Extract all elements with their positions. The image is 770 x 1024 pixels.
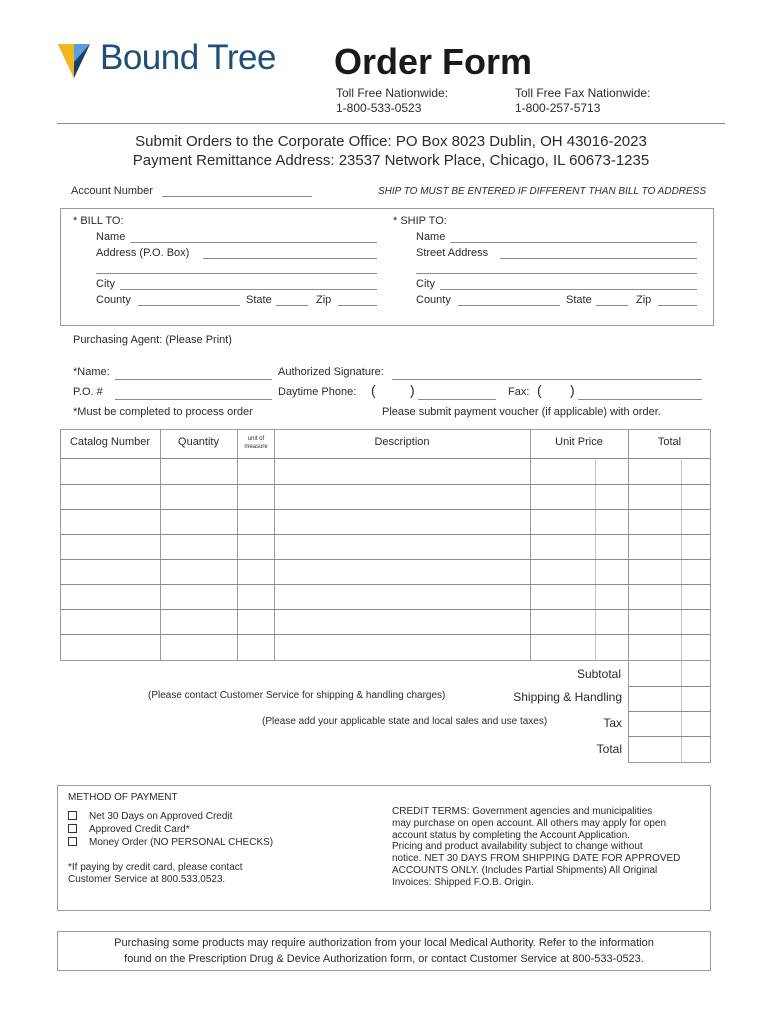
toll-free-label: Toll Free Nationwide:	[336, 86, 449, 100]
ship-to-county-label: County	[416, 294, 451, 306]
payment-option-label: Net 30 Days on Approved Credit	[89, 811, 233, 822]
agent-name-label: *Name:	[73, 366, 110, 378]
remittance-address: Payment Remittance Address: 23537 Network Place, Chicago, IL 60673-1235	[132, 152, 650, 169]
fax-number: 1-800-257-5713	[515, 101, 601, 115]
credit-terms-line: CREDIT TERMS: Government agencies and municipalities	[392, 806, 653, 817]
bill-to-name-label: Name	[96, 231, 126, 243]
po-label: P.O. #	[73, 386, 103, 398]
credit-terms	[392, 806, 680, 889]
shipping-note: (Please contact Customer Service for shipping & handling charges)	[148, 690, 446, 701]
bill-to-city-field[interactable]	[120, 289, 377, 290]
ship-to-state-field[interactable]	[596, 305, 628, 306]
account-number-field[interactable]	[162, 196, 312, 197]
ship-to-zip-field[interactable]	[658, 305, 697, 306]
ship-to-address-field[interactable]	[500, 258, 697, 259]
ship-to-city-field[interactable]	[440, 289, 697, 290]
credit-terms-line: Pricing and product availability subject to change without	[392, 841, 643, 853]
tax-label: Tax	[603, 716, 622, 730]
ship-to-address-label: Street Address	[416, 247, 489, 259]
col-header-total: Total	[657, 436, 682, 448]
table-col-divider	[628, 429, 629, 661]
account-number-label: Account Number	[71, 185, 153, 197]
toll-free-number: 1-800-533-0523	[336, 101, 422, 115]
ship-to-note: SHIP TO MUST BE ENTERED IF DIFFERENT THAN BILL TO ADDRESS	[378, 186, 707, 197]
col-header-catalog: Catalog Number	[69, 436, 151, 448]
order-table	[60, 429, 711, 661]
daytime-phone-field[interactable]	[418, 399, 496, 400]
bill-to-address-label: Address (P.O. Box)	[96, 247, 190, 259]
bill-to-zip-label: Zip	[316, 294, 332, 306]
table-col-divider	[237, 429, 238, 661]
credit-terms-line: notice. NET 30 DAYS FROM SHIPPING DATE FOR APPROVED	[392, 853, 681, 865]
footer-notice-line2: found on the Prescription Drug & Device Authorization form, or contact Customer Service at 800-533-0523.	[124, 953, 644, 965]
table-row[interactable]	[60, 484, 711, 485]
tax-field[interactable]	[628, 736, 711, 737]
table-row[interactable]	[60, 634, 711, 635]
bill-to-city-label: City	[96, 278, 115, 290]
ship-to-heading: * SHIP TO:	[393, 215, 447, 227]
phone-paren-open: (	[371, 382, 376, 398]
voucher-note: Please submit payment voucher (if applicable) with order.	[382, 406, 661, 418]
agent-name-field[interactable]	[115, 379, 272, 380]
table-col-divider	[530, 429, 531, 661]
authorized-signature-label: Authorized Signature:	[278, 366, 384, 378]
bill-to-state-field[interactable]	[276, 305, 308, 306]
logo	[56, 38, 286, 84]
payment-option-label: Approved Credit Card*	[89, 824, 190, 835]
col-header-unit-price: Unit Price	[555, 436, 603, 448]
authorized-signature-field[interactable]	[392, 379, 702, 380]
fax-field[interactable]	[578, 399, 702, 400]
ship-to-name-field[interactable]	[450, 242, 697, 243]
ship-to-address-line2-field[interactable]	[416, 273, 697, 274]
table-row[interactable]	[60, 609, 711, 610]
table-row[interactable]	[60, 584, 711, 585]
payment-option-net30[interactable]	[68, 811, 232, 822]
fax-field-label: Fax:	[508, 386, 530, 398]
ship-to-county-field[interactable]	[458, 305, 560, 306]
checkbox-icon[interactable]	[68, 811, 77, 820]
subtotal-label: Subtotal	[576, 667, 621, 681]
fax-paren-close: )	[570, 382, 575, 398]
daytime-phone-label: Daytime Phone:	[278, 386, 357, 398]
phone-paren-close: )	[410, 382, 415, 398]
credit-terms-line: ACCOUNTS ONLY. (Includes Partial Shipments) All Original	[392, 864, 658, 876]
bill-to-state-label: State	[246, 294, 272, 306]
address-box	[60, 208, 714, 326]
logo-mark-icon	[56, 42, 92, 80]
ship-to-zip-label: Zip	[636, 294, 652, 306]
header-divider	[57, 123, 725, 124]
checkbox-icon[interactable]	[68, 824, 77, 833]
bill-to-address-line2-field[interactable]	[96, 273, 377, 274]
tax-note: (Please add your applicable state and local sales and use taxes)	[262, 716, 548, 727]
table-header-divider	[60, 458, 711, 459]
table-col-divider	[160, 429, 161, 661]
ship-to-state-label: State	[566, 294, 592, 306]
card-note-2: Customer Service at 800.533.0523.	[68, 874, 226, 885]
bill-to-county-field[interactable]	[138, 305, 240, 306]
credit-terms-line: Invoices: Shipped F.O.B. Origin.	[392, 876, 534, 888]
subtotal-field[interactable]	[628, 686, 711, 687]
total-label: Total	[596, 742, 622, 756]
card-note-1: *If paying by credit card, please contact	[68, 862, 243, 873]
fax-label: Toll Free Fax Nationwide:	[515, 86, 651, 100]
shipping-label: Shipping & Handling	[513, 690, 622, 704]
logo-text: Bound Tree	[100, 38, 276, 77]
corporate-address: Submit Orders to the Corporate Office: PO Box 8023 Dublin, OH 43016-2023	[135, 133, 647, 150]
payment-option-label: Money Order (NO PERSONAL CHECKS)	[89, 837, 274, 848]
purchasing-agent-heading: Purchasing Agent: (Please Print)	[73, 334, 232, 346]
payment-heading: METHOD OF PAYMENT	[68, 792, 178, 803]
required-note: *Must be completed to process order	[73, 406, 253, 418]
po-field[interactable]	[115, 399, 272, 400]
footer-notice-line1: Purchasing some products may require authorization from your local Medical Authority. Refer to the information	[114, 937, 654, 949]
bill-to-zip-field[interactable]	[338, 305, 377, 306]
ship-to-name-label: Name	[416, 231, 446, 243]
col-header-unit: unit of measure	[244, 436, 268, 450]
col-header-quantity: Quantity	[178, 436, 219, 448]
bill-to-county-label: County	[96, 294, 131, 306]
bill-to-heading: * BILL TO:	[73, 215, 124, 227]
table-row[interactable]	[60, 509, 711, 510]
payment-option-credit-card[interactable]	[68, 824, 190, 835]
credit-terms-line: account status by completing the Account Application.	[392, 829, 630, 841]
form-title: Order Form	[334, 41, 533, 82]
bill-to-address-field[interactable]	[203, 258, 377, 259]
ship-to-city-label: City	[416, 278, 435, 290]
col-header-description: Description	[374, 436, 430, 448]
table-row[interactable]	[60, 559, 711, 560]
bill-to-name-field[interactable]	[130, 242, 377, 243]
shipping-field[interactable]	[628, 711, 711, 712]
fax-paren-open: (	[537, 382, 542, 398]
payment-option-money-order[interactable]	[68, 837, 273, 848]
credit-terms-line: may purchase on open account. All others may apply for open	[392, 817, 667, 829]
table-col-divider	[274, 429, 275, 661]
table-row[interactable]	[60, 534, 711, 535]
checkbox-icon[interactable]	[68, 837, 77, 846]
